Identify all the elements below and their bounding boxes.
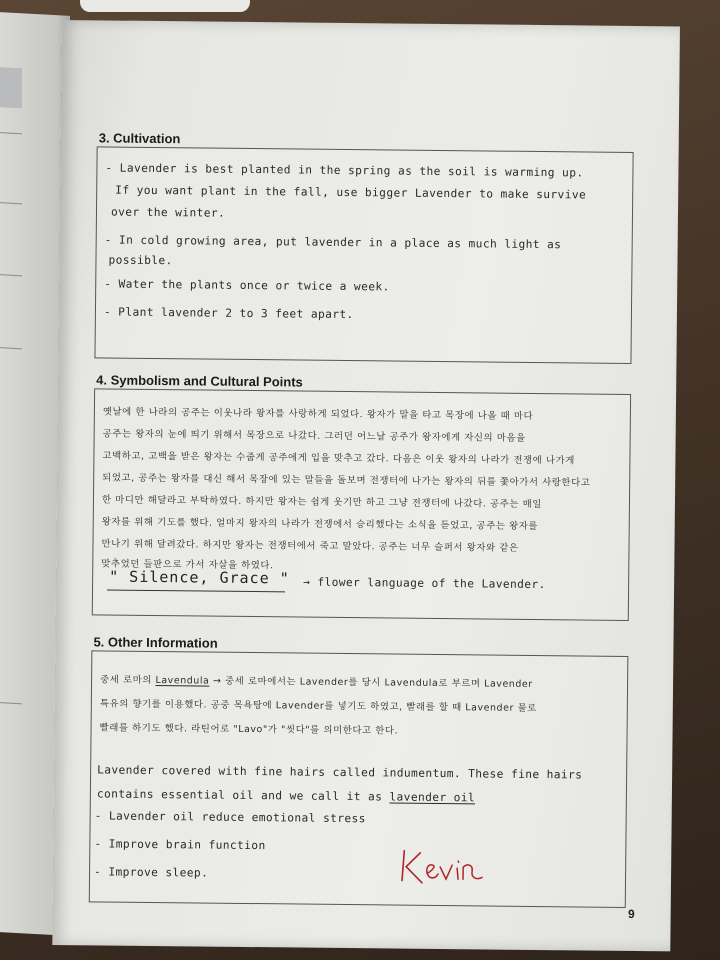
page-number: 9 (627, 906, 635, 922)
section-title-symbolism: 4. Symbolism and Cultural Points (96, 372, 303, 390)
korean-text: → 중세 로마에서는 Lavender를 당시 Lavendula로 부르며 Lavender (209, 675, 533, 690)
korean-line: 한 마디만 해달라고 부탁하였다. 하지만 왕자는 쉽게 웃기만 하고 그냥 전쟁터에 나갔다. 공주는 매일 (101, 494, 542, 511)
left-page-tab (0, 67, 22, 108)
quote-underline (107, 590, 285, 593)
left-page-rule (0, 132, 22, 134)
cultivation-box (94, 146, 633, 364)
notebook-page (52, 20, 680, 951)
handwritten-line: Lavender covered with fine hairs called indumentum. These fine hairs (97, 763, 583, 782)
left-page-rule (0, 202, 22, 204)
handwritten-line: over the winter. (110, 205, 226, 220)
signature-kevin (398, 847, 488, 890)
handwritten-line: possible. (108, 253, 173, 268)
handwritten-line: - Improve brain function (94, 837, 266, 853)
handwritten-line: - In cold growing area, put lavender in a place as much light as (104, 233, 562, 252)
korean-line: 공주는 왕자의 눈에 띄기 위해서 목장으로 나갔다. 그러던 어느날 공주가 왕자에게 자신의 마음을 (102, 428, 526, 444)
left-page-rule (0, 274, 22, 276)
section-title-cultivation: 3. Cultivation (98, 130, 181, 147)
left-page-rule (0, 702, 22, 704)
left-page-rule (0, 347, 22, 349)
flower-language-quote: " Silence, Grace " (109, 567, 290, 588)
handwritten-line: If you want plant in the fall, use bigger Lavender to make survive (115, 183, 587, 202)
handwritten-text: contains essential oil and we call it as (96, 787, 390, 804)
korean-text: 중세 로마의 (100, 674, 156, 687)
handwritten-line (97, 787, 475, 804)
handwritten-line: - Lavender is best planted in the spring as the soil is warming up. (105, 161, 584, 180)
handwritten-line: - Lavender oil reduce emotional stress (94, 809, 366, 826)
other-info-box (89, 650, 629, 908)
handwritten-line: - Improve sleep. (94, 865, 209, 880)
handwritten-line: - Water the plants once or twice a week. (104, 277, 390, 294)
korean-line: 만나기 위해 달려갔다. 하지만 왕자는 전쟁터에서 죽고 말았다. 공주는 너무 슬퍼서 왕자와 같은 (101, 538, 519, 554)
underlined-term: lavender oil (389, 790, 476, 805)
korean-line (100, 671, 533, 690)
korean-line: 왕자를 위해 기도를 했다. 얼마지 왕자의 나라가 전쟁에서 승리했다는 소식을 듣었고, 공주는 왕자를 (101, 516, 539, 533)
symbolism-box (92, 388, 631, 621)
underlined-term: Lavendula (155, 675, 210, 687)
section-title-other: 5. Other Information (93, 634, 218, 651)
handwritten-line: - Plant lavender 2 to 3 feet apart. (103, 305, 354, 322)
korean-line: 특유의 향기를 이용했다. 공중 목욕탕에 Lavender를 넣기도 하였고, 빨래를 할 때 Lavender 물로 (99, 698, 537, 715)
object-corner (80, 0, 250, 12)
korean-line: 고백하고, 고백을 받은 왕자는 수줍게 공주에게 입을 맞추고 갔다. 다음은 이웃 왕자의 나라가 전쟁에 나가게 (102, 450, 575, 467)
korean-line: 되었고, 공주는 왕자를 대신 해서 목장에 있는 말들을 돌보며 전쟁터에 나가는 왕자의 뒤를 쫓아가서 사랑한다고 (102, 472, 591, 489)
korean-line: 빨래를 하기도 했다. 라틴어로 "Lavo"가 "씻다"를 의미한다고 한다. (99, 722, 399, 737)
korean-line: 맞추었던 들판으로 가서 자살을 하였다. (101, 558, 274, 572)
quote-note: → flower language of the Lavender. (303, 575, 546, 592)
korean-line: 옛날에 한 나라의 공주는 이웃나라 왕자를 사랑하게 되었다. 왕자가 말을 타고 목장에 나올 때 마다 (102, 406, 534, 422)
